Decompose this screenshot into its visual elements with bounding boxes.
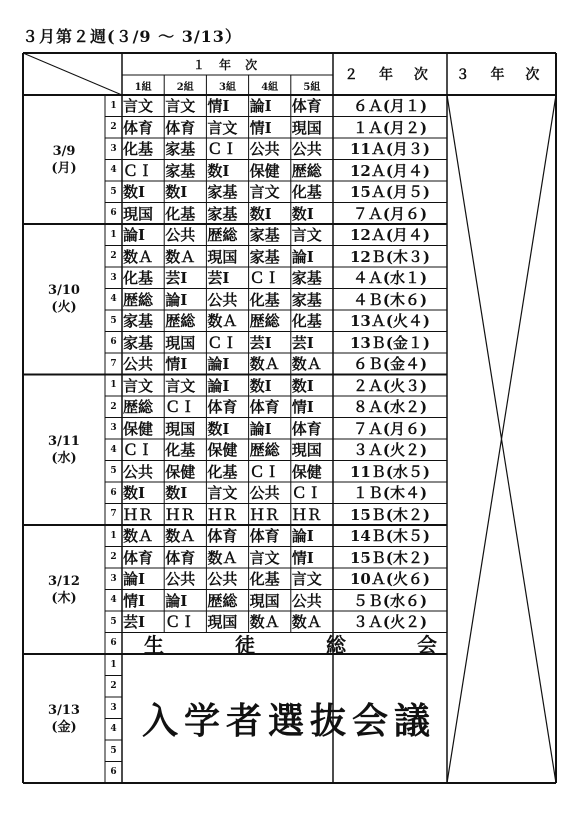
subject-cell: 現国 [207, 613, 238, 632]
subject-cell: 家基 [165, 140, 196, 159]
period-number: 2 [110, 401, 117, 412]
event-char: 会 [417, 632, 437, 654]
day-date: 3/9 [52, 143, 76, 159]
subject-cell: 家基 [123, 333, 154, 352]
subject-cell: 公共 [291, 140, 322, 159]
subject-cell: 芸Ⅰ [291, 333, 314, 352]
subject-cell: 保健 [123, 419, 154, 438]
subject-cell: 言文 [249, 548, 280, 567]
subject-cell: 現国 [123, 204, 154, 223]
subject-cell: 情Ⅰ [291, 398, 314, 417]
year2-cell: 11Ｂ(水５) [349, 462, 431, 481]
subject-cell: ＣＩ [165, 613, 196, 632]
day-weekday: (月) [51, 160, 77, 176]
subject-cell: 数Ａ [291, 355, 322, 374]
subject-cell: 公共 [207, 290, 238, 309]
period-number: 3 [110, 143, 117, 154]
period-number: 1 [110, 530, 117, 541]
day-date: 3/10 [48, 283, 80, 299]
subject-cell: 現国 [249, 591, 280, 610]
subject-cell: 数Ⅰ [207, 419, 230, 438]
subject-cell: 情Ⅰ [249, 118, 272, 137]
year2-cell: ８Ａ(水２) [352, 398, 428, 417]
subject-cell: 論Ⅰ [291, 247, 314, 266]
class-header: 1組 [134, 81, 152, 93]
subject-cell: 数Ａ [249, 355, 280, 374]
year2-cell: ７Ａ(月６) [352, 419, 428, 438]
assembly-event [122, 633, 447, 655]
day-date: 3/11 [48, 433, 80, 449]
year2-header: ２ 年 次 [344, 67, 436, 83]
subject-cell: 数Ⅰ [207, 161, 230, 180]
subject-cell: 数Ⅰ [249, 376, 272, 395]
day-date: 3/13 [48, 702, 80, 718]
subject-cell: 歴総 [249, 441, 280, 460]
subject-cell: 芸Ⅰ [165, 269, 188, 288]
subject-cell: 家基 [291, 290, 322, 309]
subject-cell: 言文 [123, 97, 154, 116]
subject-cell: 保健 [249, 161, 280, 180]
subject-cell: 体育 [207, 527, 238, 546]
subject-cell: 化基 [249, 570, 280, 589]
subject-cell: 体育 [249, 398, 280, 417]
day-label [23, 95, 105, 224]
event-char: 徒 [235, 632, 255, 654]
subject-cell: 歴総 [165, 312, 196, 331]
year2-cell: 15Ｂ(木２) [349, 548, 431, 567]
subject-cell: 保健 [291, 462, 322, 481]
subject-cell: 公共 [207, 570, 238, 589]
subject-cell: ＣＩ [249, 269, 280, 288]
subject-cell: 歴総 [207, 226, 238, 245]
year3-header: ３ 年 次 [455, 67, 548, 83]
subject-cell: ＣＩ [123, 441, 154, 460]
subject-cell: 数Ⅰ [123, 183, 146, 202]
year2-cell: ５Ｂ(水６) [352, 591, 428, 610]
subject-cell: 化基 [291, 183, 322, 202]
period-number: 5 [110, 186, 117, 197]
subject-cell: 保健 [207, 441, 238, 460]
year2-cell: 12Ａ(月４) [349, 161, 431, 180]
page-title: ３月第２週(３/9 ～ 3/13） [22, 27, 242, 46]
subject-cell: 公共 [123, 462, 154, 481]
subject-cell: 論Ⅰ [249, 419, 272, 438]
subject-cell: 数Ａ [165, 247, 196, 266]
subject-cell: 化基 [291, 312, 322, 331]
period-number: 2 [110, 681, 117, 692]
subject-cell: 情Ⅰ [165, 355, 188, 374]
subject-cell: 数Ⅰ [249, 204, 272, 223]
subject-cell: 言文 [207, 118, 238, 137]
period-number: 1 [110, 659, 117, 670]
day-weekday: (水) [51, 450, 77, 466]
subject-cell: 歴総 [249, 312, 280, 331]
year2-cell: 11Ａ(月３) [349, 140, 431, 159]
class-header: 5組 [303, 81, 321, 93]
subject-cell: ＣＩ [207, 140, 238, 159]
subject-cell: 歴総 [207, 591, 238, 610]
period-number: 4 [110, 294, 117, 305]
year2-cell: 12Ａ(月４) [349, 226, 431, 245]
year2-cell: 15Ａ(月５) [349, 183, 431, 202]
subject-cell: 公共 [249, 140, 280, 159]
day-weekday: (火) [51, 300, 77, 316]
year2-cell: ６Ｂ(金４) [352, 355, 428, 374]
period-number: 5 [110, 315, 117, 326]
period-number: 6 [110, 337, 117, 348]
subject-cell: 体育 [165, 118, 196, 137]
period-number: 7 [110, 358, 117, 369]
year3-cross-a [447, 95, 556, 783]
period-number: 3 [110, 272, 117, 283]
subject-cell: 言文 [291, 226, 322, 245]
subject-cell: 家基 [291, 269, 322, 288]
period-number: 3 [110, 573, 117, 584]
period-number: 3 [110, 702, 117, 713]
subject-cell: 論Ⅰ [123, 226, 146, 245]
subject-cell: 情Ⅰ [123, 591, 146, 610]
subject-cell: ＣＩ [207, 333, 238, 352]
subject-cell: 情Ⅰ [291, 548, 314, 567]
class-header: 3組 [219, 81, 236, 93]
subject-cell: 芸Ⅰ [249, 333, 272, 352]
period-number: 3 [110, 423, 117, 434]
subject-cell: 現国 [165, 419, 196, 438]
period-number: 6 [110, 767, 117, 778]
class-header: 4組 [261, 81, 279, 93]
event-char: 生 [144, 632, 164, 654]
subject-cell: 体育 [165, 548, 196, 567]
period-number: 4 [110, 724, 117, 735]
subject-cell: 数Ⅰ [165, 183, 188, 202]
subject-cell: 論Ⅰ [291, 527, 314, 546]
year1-header: １ 年 次 [192, 57, 263, 72]
subject-cell: 数Ａ [123, 247, 154, 266]
period-number: 1 [110, 380, 117, 391]
year2-cell: 15Ｂ(木２) [349, 505, 431, 524]
period-number: 2 [110, 552, 117, 563]
subject-cell: 数Ⅰ [123, 484, 146, 503]
period-number: 5 [110, 745, 117, 756]
day-label [23, 224, 105, 375]
subject-cell: 家基 [165, 161, 196, 180]
subject-cell: 家基 [123, 312, 154, 331]
subject-cell: 家基 [249, 226, 280, 245]
year2-cell: ４Ａ(水１) [352, 269, 428, 288]
period-number: 4 [110, 444, 117, 455]
period-number: 7 [110, 509, 117, 520]
day-label [23, 375, 105, 526]
subject-cell: ＨＲ [165, 505, 196, 524]
period-number: 5 [110, 466, 117, 477]
year2-cell: ６Ａ(月１) [352, 97, 428, 116]
subject-cell: 論Ⅰ [165, 591, 188, 610]
subject-cell: 体育 [291, 419, 322, 438]
year2-cell: ３Ａ(火２) [352, 441, 428, 460]
subject-cell: 情Ⅰ [207, 97, 230, 116]
subject-cell: 公共 [165, 570, 196, 589]
subject-cell: 化基 [207, 462, 238, 481]
subject-cell: 歴総 [123, 398, 154, 417]
subject-cell: 公共 [123, 355, 154, 374]
subject-cell: 言文 [165, 97, 196, 116]
subject-cell: 論Ⅰ [123, 570, 146, 589]
subject-cell: 化基 [123, 140, 154, 159]
subject-cell: 論Ⅰ [207, 376, 230, 395]
class-header: 2組 [176, 81, 194, 93]
subject-cell: 体育 [123, 118, 154, 137]
period-number: 5 [110, 616, 117, 627]
period-number: 1 [110, 229, 117, 240]
year2-cell: １Ａ(月２) [352, 118, 428, 137]
subject-cell: 公共 [165, 226, 196, 245]
year2-cell: ２Ａ(火３) [352, 376, 428, 395]
subject-cell: 歴総 [123, 290, 154, 309]
subject-cell: 体育 [291, 97, 322, 116]
subject-cell: 言文 [291, 570, 322, 589]
subject-cell: 化基 [165, 441, 196, 460]
subject-cell: 家基 [249, 247, 280, 266]
subject-cell: 現国 [207, 247, 238, 266]
subject-cell: 論Ⅰ [249, 97, 272, 116]
subject-cell: 公共 [249, 484, 280, 503]
year2-cell: 13Ｂ(金１) [349, 333, 431, 352]
subject-cell: 数Ⅰ [291, 204, 314, 223]
subject-cell: 化基 [165, 204, 196, 223]
subject-cell: 数Ａ [207, 548, 238, 567]
period-number: 1 [110, 100, 117, 111]
subject-cell: 芸Ⅰ [207, 269, 230, 288]
subject-cell: 数Ⅰ [291, 376, 314, 395]
year2-cell: ３Ａ(火２) [352, 613, 428, 632]
day-weekday: (木) [51, 590, 77, 606]
day-weekday: (金) [51, 719, 77, 735]
selection-meeting-event: 入学者選抜会議 [142, 700, 437, 742]
day-date: 3/12 [48, 573, 80, 589]
subject-cell: 言文 [207, 484, 238, 503]
subject-cell: 言文 [165, 376, 196, 395]
year2-cell: 14Ｂ(木５) [349, 527, 431, 546]
subject-cell: 化基 [249, 290, 280, 309]
year2-cell: 12Ｂ(木３) [349, 247, 431, 266]
subject-cell: 歴総 [291, 161, 322, 180]
subject-cell: 家基 [207, 183, 238, 202]
day-label [23, 654, 105, 783]
subject-cell: 体育 [123, 548, 154, 567]
period-number: 4 [110, 165, 117, 176]
subject-cell: 保健 [165, 462, 196, 481]
subject-cell: 論Ⅰ [207, 355, 230, 374]
year2-cell: 13Ａ(火４) [349, 312, 431, 331]
subject-cell: 現国 [291, 441, 322, 460]
subject-cell: 体育 [249, 527, 280, 546]
subject-cell: 数Ａ [123, 527, 154, 546]
subject-cell: 数Ａ [207, 312, 238, 331]
header-diagonal [23, 53, 122, 95]
subject-cell: ＣＩ [123, 161, 154, 180]
period-number: 6 [110, 208, 117, 219]
year3-cross-b [447, 95, 556, 783]
subject-cell: 化基 [123, 269, 154, 288]
subject-cell: 現国 [165, 333, 196, 352]
subject-cell: 論Ⅰ [165, 290, 188, 309]
period-number: 6 [110, 487, 117, 498]
subject-cell: 家基 [207, 204, 238, 223]
subject-cell: ＨＲ [291, 505, 322, 524]
subject-cell: 言文 [249, 183, 280, 202]
subject-cell: ＣＩ [291, 484, 322, 503]
subject-cell: 数Ａ [165, 527, 196, 546]
period-number: 2 [110, 251, 117, 262]
subject-cell: ＨＲ [249, 505, 280, 524]
period-number: 4 [110, 595, 117, 606]
period-number: 2 [110, 122, 117, 133]
subject-cell: 体育 [207, 398, 238, 417]
year2-cell: 10Ａ(火６) [349, 570, 431, 589]
subject-cell: ＣＩ [165, 398, 196, 417]
year2-cell: ７Ａ(月６) [352, 204, 428, 223]
day-label [23, 525, 105, 654]
subject-cell: ＣＩ [249, 462, 280, 481]
subject-cell: 芸Ⅰ [123, 613, 146, 632]
subject-cell: 言文 [123, 376, 154, 395]
subject-cell: 数Ａ [291, 613, 322, 632]
subject-cell: 数Ａ [249, 613, 280, 632]
subject-cell: 公共 [291, 591, 322, 610]
event-char: 総 [326, 632, 346, 654]
year2-cell: ４Ｂ(木６) [352, 290, 428, 309]
subject-cell: ＨＲ [207, 505, 238, 524]
subject-cell: 現国 [291, 118, 322, 137]
year2-cell: １Ｂ(木４) [352, 484, 428, 503]
subject-cell: 数Ⅰ [165, 484, 188, 503]
period-number: 6 [110, 638, 117, 649]
subject-cell: ＨＲ [123, 505, 154, 524]
